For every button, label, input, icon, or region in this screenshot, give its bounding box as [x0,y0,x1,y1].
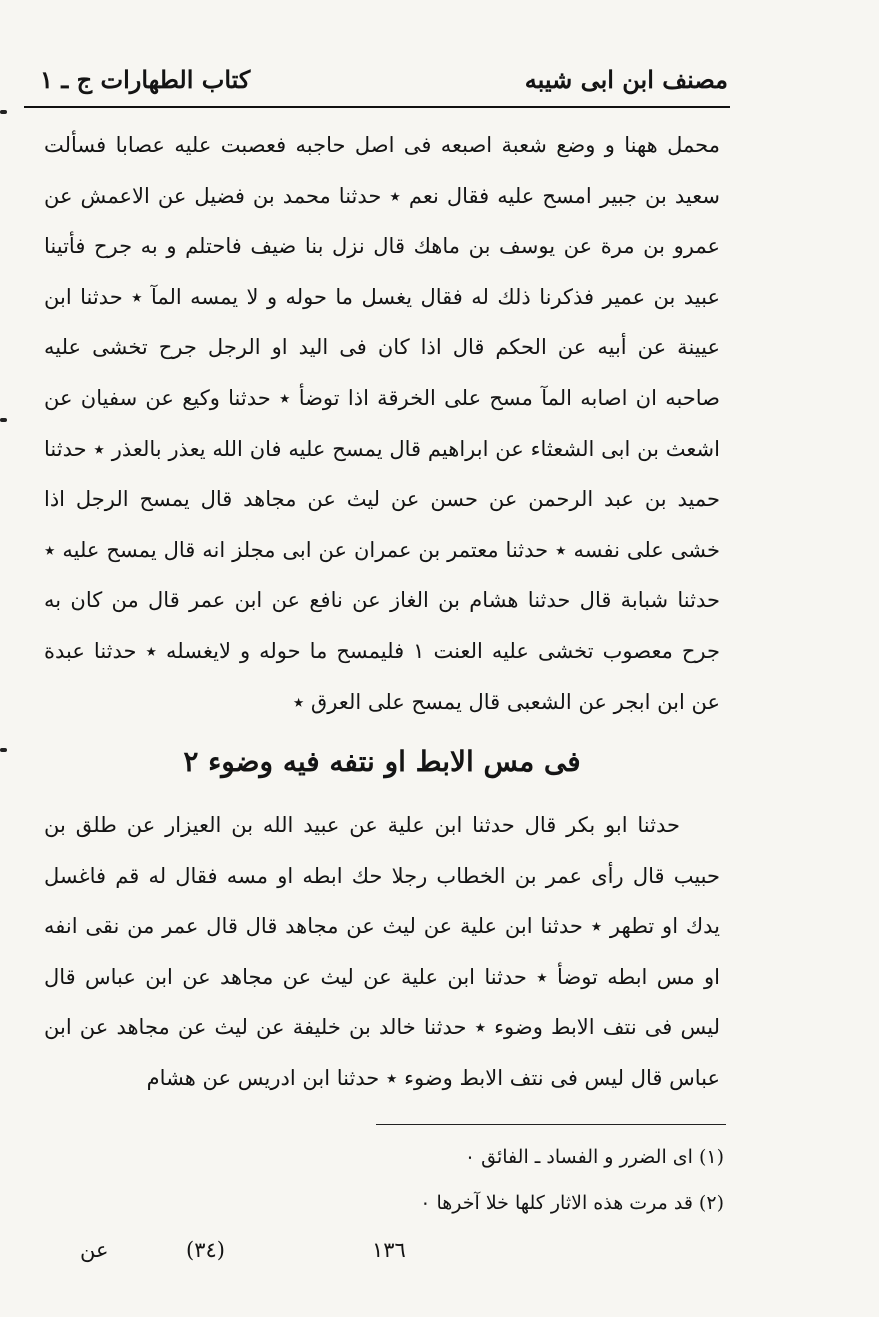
catchword: عن [80,1238,109,1262]
running-head [40,56,728,102]
footnote-rule [376,1124,726,1125]
signature-mark: (٣٤) [186,1238,225,1262]
main-text-block-2 [44,800,720,1103]
chapter-title: كتاب الطهارات ج ـ ١ [40,64,251,94]
footnotes [300,1134,724,1226]
paragraph: حدثنا ابو بكر قال حدثنا ابن علية عن عبيد الله بن العيزار عن طلق بن حبيب قال رأى عمر بن الخطاب رجلا حك ابطه او مسه فقال له قم فاغسل يدك او تطهر ٭ حدثنا ابن علية عن ليث عن مجاهد قال قال عمر من نقى انفه او مس ابطه توضأ ٭ حدثنا ابن علية عن ليث عن مجاهد عن ابن عباس قال ليس فى نتف الابط وضوء ٭ حدثنا خالد بن خليفة عن ليث عن مجاهد عن ابن عباس قال ليس فى نتف الابط وضوء ٭ حدثنا ابن ادريس عن هشام [44,813,720,1090]
section-heading: فى مس الابط او نتفه فيه وضوء ٢ [183,745,581,778]
book-title: مصنف ابن ابى شيبه [524,64,728,94]
paragraph: محمل ههنا و وضع شعبة اصبعه فى اصل حاجبه فعصبت عليه عصابا فسألت سعيد بن جبير امسح عليه فقال نعم ٭ حدثنا محمد بن فضيل عن الاعمش عن عمرو بن مرة عن يوسف بن ماهك قال نزل بنا ضيف فاحتلم و به جرح فأتينا عبيد بن عمير فذكرنا ذلك له فقال يغسل ما حوله و لا يمسه المآ ٭ حدثنا ابن عيينة عن أبيه عن الحكم قال اذا كان فى اليد او الرجل جرح تخشى عليه صاحبه ان اصابه المآ مسح على الخرقة اذا توضأ ٭ حدثنا وكيع عن سفيان عن اشعث بن ابى الشعثاء عن ابراهيم قال يمسح عليه فان الله يعذر بالعذر ٭ حدثنا حميد بن عبد الرحمن عن حسن عن ليث عن مجاهد قال يمسح الرجل اذا خشى على نفسه ٭ حدثنا معتمر بن عمران عن ابى مجلز انه قال يمسح عليه ٭ حدثنا شبابة قال حدثنا هشام بن الغاز عن نافع عن ابن عمر قال من كان به جرح معصوب تخشى عليه العنت ١ فليمسح ما حوله و لايغسله ٭ حدثنا عبدة عن ابن ابجر عن الشعبى قال يمسح على العرق ٭ [44,133,720,714]
header-rule [24,106,730,108]
margin-mark [0,418,7,422]
main-text-block [44,120,720,727]
page-number: ١٣٦ [372,1238,406,1262]
margin-mark [0,748,7,752]
footnote-1: (١) اى الضرر و الفساد ـ الفائق ٠ [464,1146,724,1168]
margin-mark [0,110,7,114]
footnote-2: (٢) قد مرت هذه الاثار كلها خلا آخرها ٠ [420,1192,724,1214]
